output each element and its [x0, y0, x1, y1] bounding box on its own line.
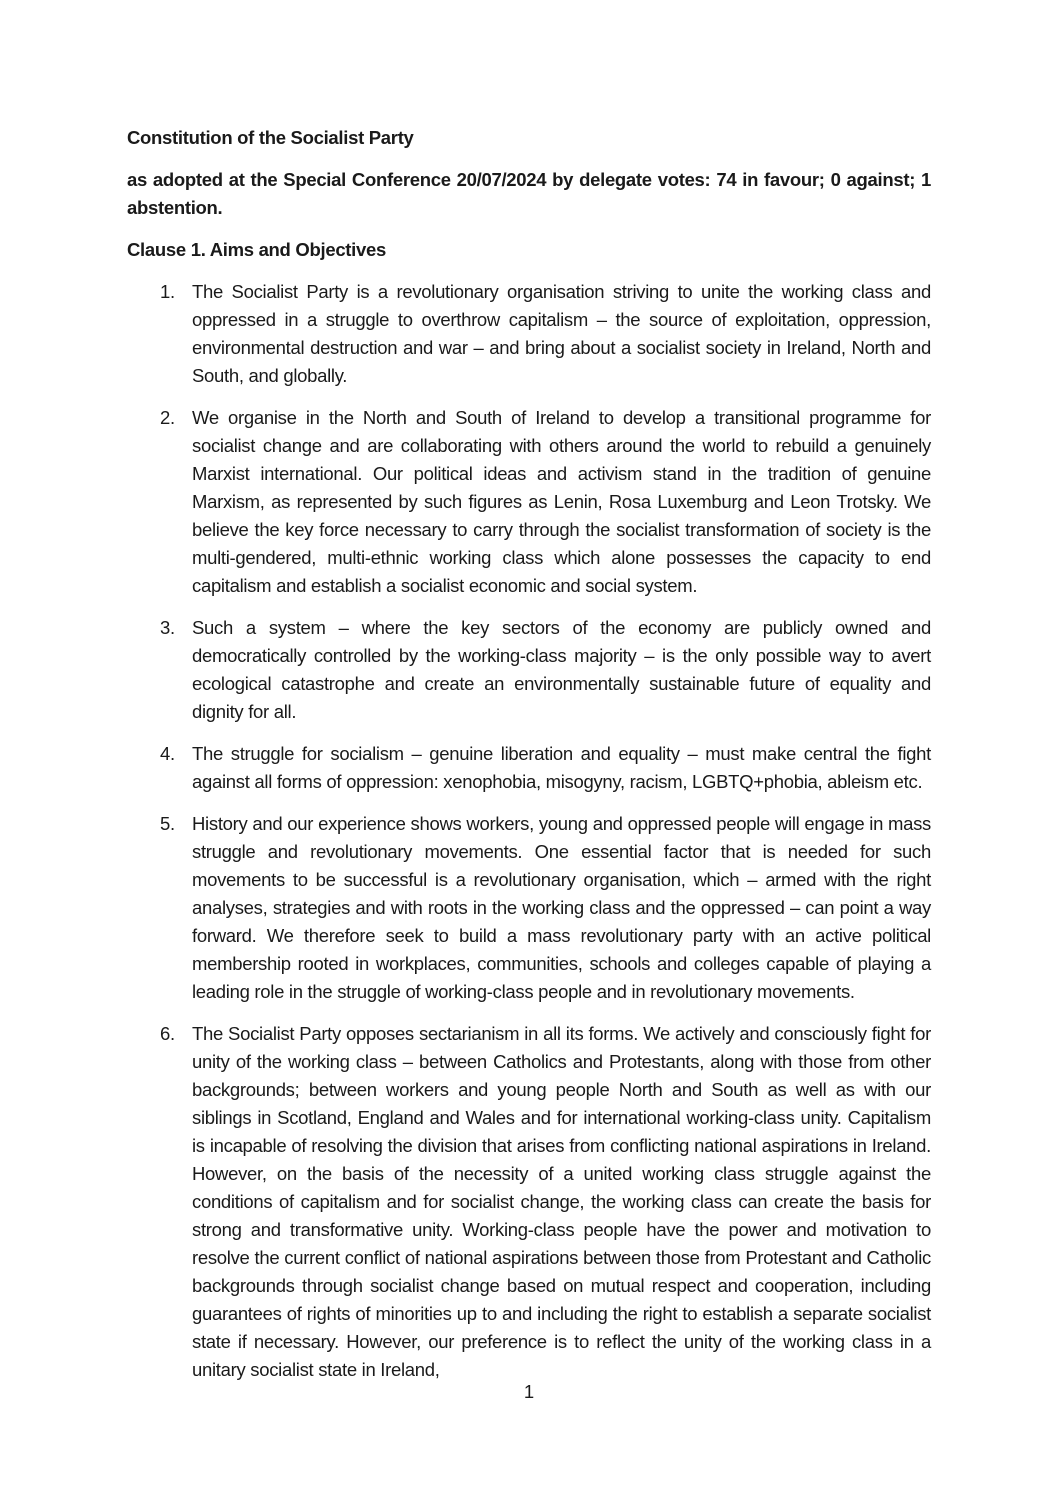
list-item: [127, 1020, 931, 1384]
clause-text: We organise in the North and South of Ireland to develop a transitional programme for socialist change and are collaborating with others around the world to rebuild a genuinely Marxist international. Our political ideas and activism stand in the tradition of genuine Marxism, as represented by such figures as Lenin, Rosa Luxemburg and Leon Trotsky. We believe the key force necessary to carry through the socialist transformation of society is the multi-gendered, multi-ethnic working class which alone possesses the capacity to end capitalism and establish a socialist economic and social system.: [192, 407, 931, 596]
document-content: [127, 124, 931, 1398]
list-item: [127, 740, 931, 796]
document-title: Constitution of the Socialist Party: [127, 127, 414, 148]
clause-text: The struggle for socialism – genuine liberation and equality – must make central the fight against all forms of oppression: xenophobia, misogyny, racism, LGBTQ+phobia, ableism etc.: [192, 743, 931, 792]
clause-text: The Socialist Party opposes sectarianism in all its forms. We actively and consciously fight for unity of the working class – between Catholics and Protestants, along with those from other backgrounds; between workers and young people North and South as well as with our siblings in Scotland, England and Wales and for international working-class unity. Capitalism is incapable of resolving the division that arises from conflicting national aspirations in Ireland. However, on the basis of the necessity of a united working class struggle against the conditions of capitalism and for socialist change, the working class can create the basis for strong and transformative unity. Working-class people have the power and motivation to resolve the current conflict of national aspirations between those from Protestant and Catholic backgrounds through socialist change based on mutual respect and cooperation, including guarantees of rights of minorities up to and including the right to establish a separate socialist state if necessary. However, our preference is to reflect the unity of the working class in a unitary socialist state in Ireland,: [192, 1023, 931, 1380]
page-number: 1: [523, 1381, 535, 1402]
document-adoption-note: as adopted at the Special Conference 20/07/2024 by delegate votes: 74 in favour; 0 against; 1 abstention.: [127, 169, 931, 218]
clause-list: [127, 278, 931, 1384]
list-item: [127, 614, 931, 726]
clause-text: Such a system – where the key sectors of the economy are publicly owned and democratically controlled by the working-class majority – is the only possible way to avert ecological catastrophe and create an environmentally sustainable future of equality and dignity for all.: [192, 617, 931, 722]
clause-number: 3.: [160, 617, 175, 638]
clause-number: 4.: [160, 743, 175, 764]
list-item: [127, 404, 931, 600]
list-item: [127, 810, 931, 1006]
clause-heading: Clause 1. Aims and Objectives: [127, 239, 386, 260]
clause-number: 6.: [160, 1023, 175, 1044]
clause-text: History and our experience shows workers, young and oppressed people will engage in mass struggle and revolutionary movements. One essential factor that is needed for such movements to be successful is a revolutionary organisation, which – armed with the right analyses, strategies and with roots in the working class and the oppressed – can point a way forward. We therefore seek to build a mass revolutionary party with an active political membership rooted in workplaces, communities, schools and colleges capable of playing a leading role in the struggle of working-class people and in revolutionary movements.: [192, 813, 931, 1002]
list-item: [127, 278, 931, 390]
clause-number: 2.: [160, 407, 175, 428]
clause-number: 1.: [160, 281, 175, 302]
clause-number: 5.: [160, 813, 175, 834]
clause-text: The Socialist Party is a revolutionary organisation striving to unite the working class and oppressed in a struggle to overthrow capitalism – the source of exploitation, oppression, environmental destruction and war – and bring about a socialist society in Ireland, North and South, and globally.: [192, 281, 931, 386]
